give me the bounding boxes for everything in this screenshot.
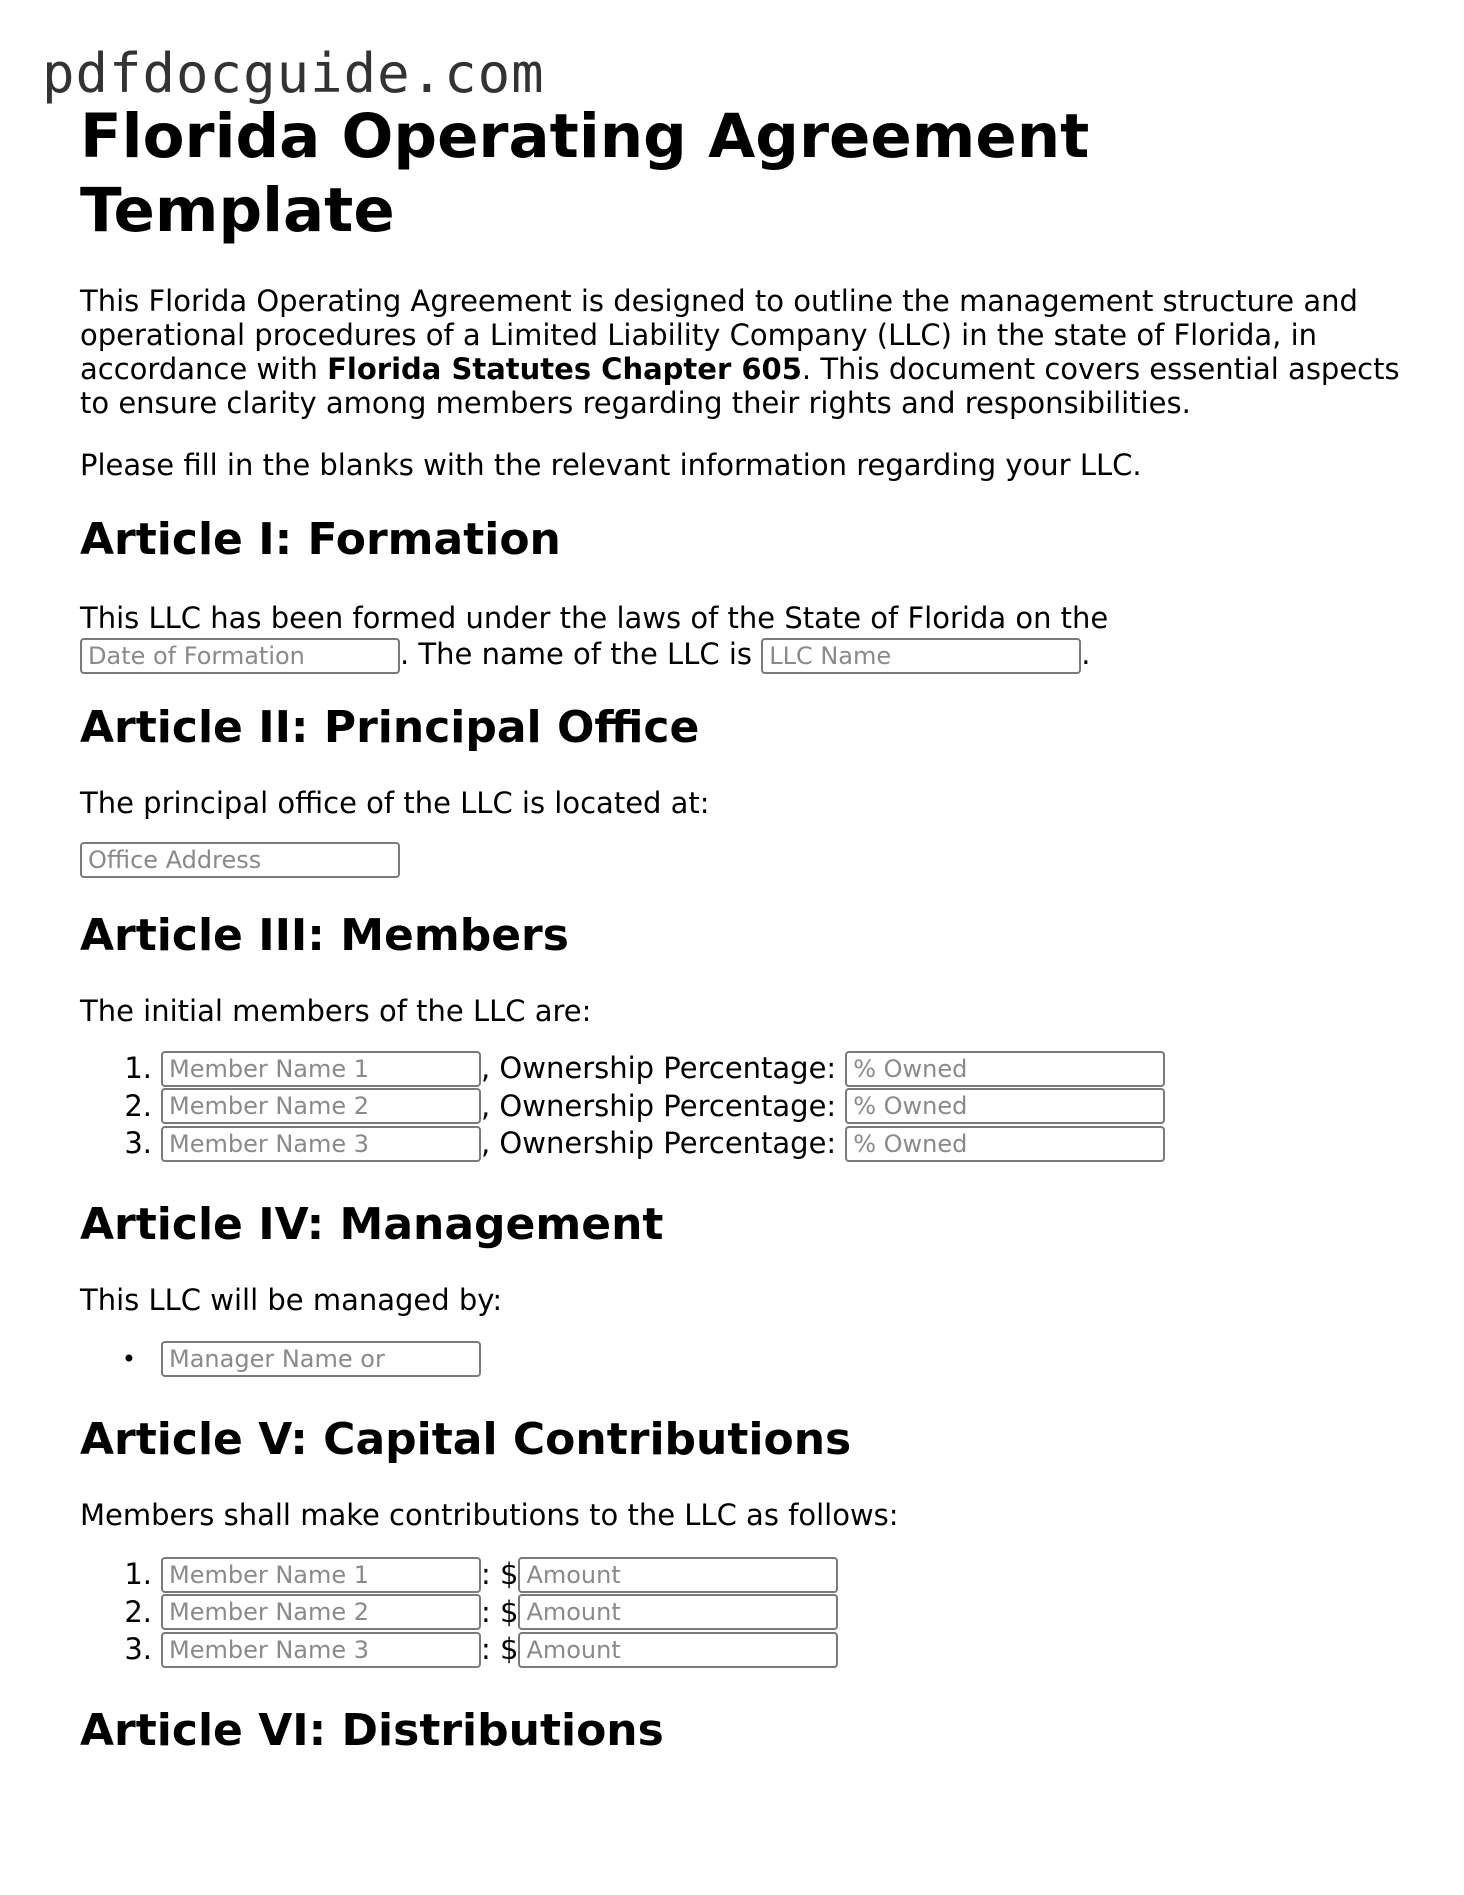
ownership-percent-field[interactable]: % Owned	[845, 1126, 1165, 1162]
intro-text-end: . This document covers essential aspects to ensure clarity among members regarding their rights and responsibilities.	[80, 352, 1400, 420]
ownership-percent-field[interactable]: % Owned	[845, 1088, 1165, 1124]
member-row	[80, 1050, 1400, 1088]
manager-list	[80, 1341, 1400, 1379]
article-5-heading: Article V: Capital Contributions	[80, 1414, 852, 1465]
contribution-row	[80, 1556, 1400, 1594]
llc-name-field[interactable]: LLC Name	[761, 638, 1081, 674]
article-3-heading: Article III: Members	[80, 910, 569, 961]
contribution-row	[80, 1594, 1400, 1632]
intro-statute-reference: Florida Statutes Chapter 605	[327, 352, 802, 386]
member-name-field[interactable]: Member Name 1	[161, 1051, 481, 1087]
list-number: 1.	[124, 1051, 152, 1085]
contributor-name-field[interactable]: Member Name 1	[161, 1557, 481, 1593]
site-watermark: pdfdocguide.com	[42, 42, 545, 105]
formation-text-end: .	[1081, 637, 1091, 671]
principal-office-text: The principal office of the LLC is located at:	[80, 786, 710, 820]
member-row	[80, 1125, 1400, 1163]
ownership-percent-field[interactable]: % Owned	[845, 1051, 1165, 1087]
ownership-label: , Ownership Percentage:	[481, 1126, 837, 1160]
ownership-label: , Ownership Percentage:	[481, 1051, 837, 1085]
contributions-text: Members shall make contributions to the LLC as follows:	[80, 1498, 899, 1532]
list-number: 3.	[124, 1632, 152, 1666]
list-number: 3.	[124, 1126, 152, 1160]
formation-text-start: This LLC has been formed under the laws of the State of Florida on the	[80, 601, 1109, 635]
management-text: This LLC will be managed by:	[80, 1282, 503, 1317]
office-address-field[interactable]: Office Address	[80, 842, 400, 878]
amount-separator: : $	[481, 1632, 519, 1666]
intro-text-start: This Florida Operating Agreement is designed to outline the management structure and operational procedures of a Limited Liability Company (LLC) in the state of Florida, in accordance with	[80, 284, 1358, 386]
contribution-amount-field[interactable]: Amount	[518, 1594, 838, 1630]
instructions-paragraph: Please fill in the blanks with the relevant information regarding your LLC.	[80, 448, 1142, 482]
manager-name-field[interactable]: Manager Name or	[161, 1341, 481, 1377]
page-title: Florida Operating Agreement Template	[80, 101, 1090, 246]
members-intro-text: The initial members of the LLC are:	[80, 994, 592, 1028]
ownership-label: , Ownership Percentage:	[481, 1088, 837, 1123]
date-of-formation-field[interactable]: Date of Formation	[80, 638, 400, 674]
amount-separator: : $	[481, 1594, 519, 1629]
contributor-name-field[interactable]: Member Name 2	[161, 1594, 481, 1630]
office-address-row	[80, 842, 1400, 878]
manager-row	[80, 1341, 1400, 1379]
member-name-field[interactable]: Member Name 2	[161, 1088, 481, 1124]
article-2-heading: Article II: Principal Office	[80, 702, 700, 753]
amount-separator: : $	[481, 1557, 519, 1591]
document-body	[80, 100, 1400, 1787]
intro-paragraph	[80, 284, 1400, 420]
article-4-heading: Article IV: Management	[80, 1198, 664, 1250]
article-1-heading: Article I: Formation	[80, 514, 561, 565]
members-list	[80, 1050, 1400, 1163]
contribution-amount-field[interactable]: Amount	[518, 1557, 838, 1593]
list-number: 2.	[124, 1594, 152, 1629]
bullet-icon: •	[121, 1344, 137, 1373]
contributor-name-field[interactable]: Member Name 3	[161, 1632, 481, 1668]
contribution-row	[80, 1631, 1400, 1669]
contributions-list	[80, 1556, 1400, 1669]
formation-text-middle: . The name of the LLC is	[400, 637, 752, 671]
contribution-amount-field[interactable]: Amount	[518, 1632, 838, 1668]
member-row	[80, 1088, 1400, 1126]
formation-paragraph	[80, 600, 1400, 674]
member-name-field[interactable]: Member Name 3	[161, 1126, 481, 1162]
list-number: 1.	[124, 1557, 152, 1591]
article-6-heading: Article VI: Distributions	[80, 1704, 664, 1756]
list-number: 2.	[124, 1088, 152, 1123]
